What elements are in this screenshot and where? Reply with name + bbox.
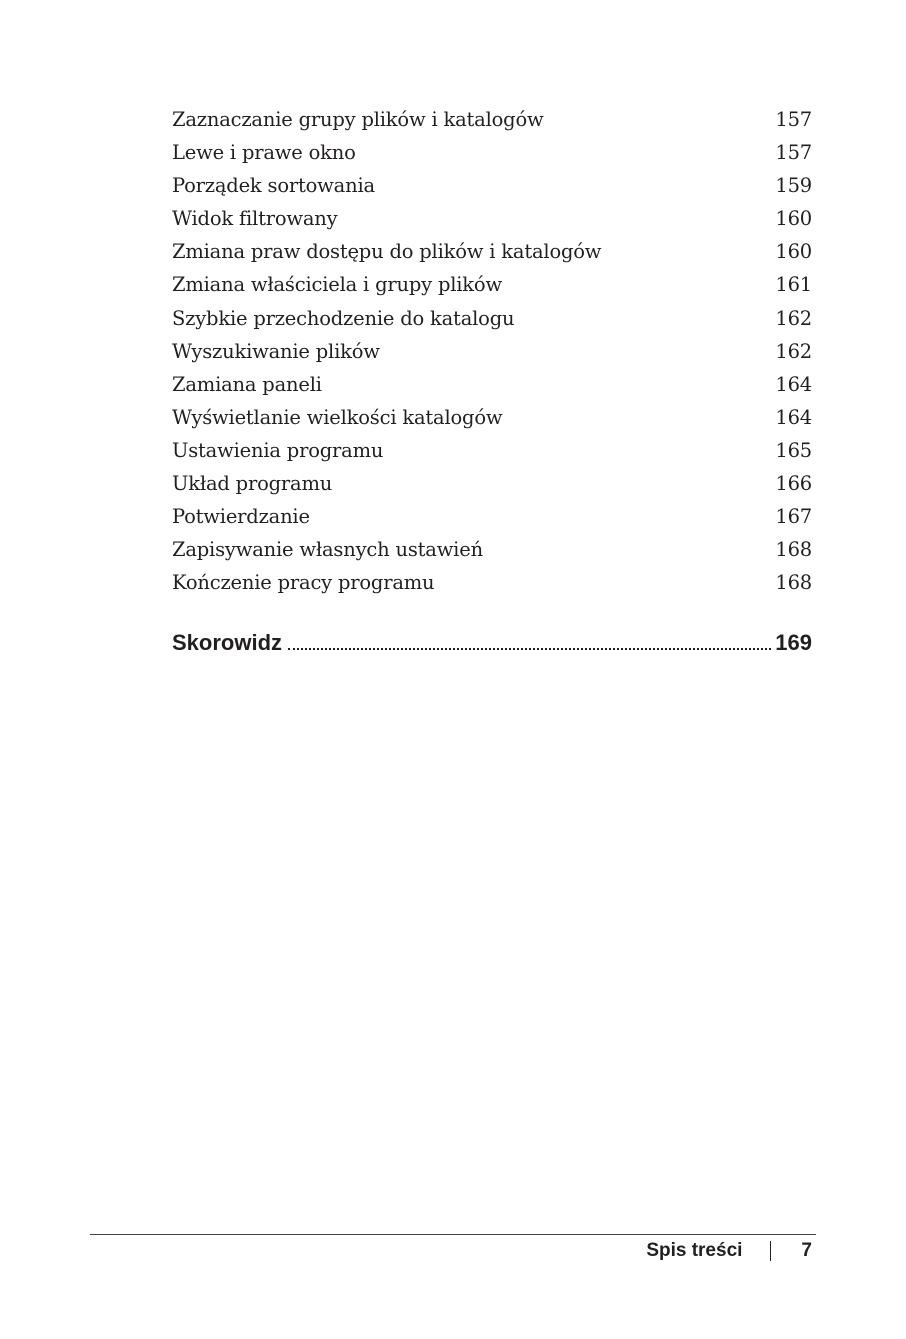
footer-divider: [90, 1234, 816, 1235]
toc-entry-page: 157: [775, 108, 812, 131]
toc-entry[interactable]: [172, 207, 812, 240]
toc-entry-title: Zapisywanie własnych ustawień: [172, 538, 483, 562]
toc-entry[interactable]: [172, 571, 812, 604]
toc-entry-page: 162: [775, 306, 812, 330]
toc-entry-page: 157: [775, 141, 812, 165]
toc-entry-title: Zaznaczanie grupy plików i katalogów: [172, 108, 544, 131]
toc-entry-page: 167: [775, 505, 812, 529]
toc-entry-title: Układ programu: [172, 472, 333, 496]
toc-entry-title: Widok filtrowany: [172, 207, 338, 231]
toc-entry-title: Wyszukiwanie plików: [172, 339, 380, 363]
toc-chapter-entry[interactable]: [172, 630, 812, 656]
toc-entry-title: Zmiana praw dostępu do plików i katalogów: [172, 240, 602, 264]
toc-entry-page: 160: [775, 207, 812, 231]
toc-entry-title: Lewe i prawe okno: [172, 141, 356, 165]
toc-entry[interactable]: [172, 240, 812, 273]
toc-entry[interactable]: [172, 373, 812, 406]
toc-entry-title: Wyświetlanie wielkości katalogów: [172, 405, 503, 429]
toc-entry-title: Ustawienia programu: [172, 438, 384, 462]
toc-entry-title: Zmiana właściciela i grupy plików: [172, 273, 502, 297]
toc-entry-page: 162: [775, 339, 812, 363]
toc-chapter-title: Skorowidz: [172, 630, 283, 655]
toc-entry-title: Szybkie przechodzenie do katalogu: [172, 306, 515, 330]
toc-entry-page: 164: [775, 372, 812, 396]
toc-entry[interactable]: [172, 174, 812, 207]
toc-entry[interactable]: [172, 340, 812, 373]
footer-separator: [770, 1241, 771, 1261]
toc-entry[interactable]: [172, 108, 812, 141]
toc-entry-page: 166: [775, 472, 812, 496]
toc-entry[interactable]: [172, 538, 812, 571]
toc-entry-page: 168: [775, 571, 812, 595]
toc-entry-title: Porządek sortowania: [172, 174, 375, 198]
toc-entry[interactable]: [172, 505, 812, 538]
toc-entry-page: 164: [775, 405, 812, 429]
toc-chapter-page: 169: [775, 630, 812, 655]
toc-entry-title: Zamiana paneli: [172, 372, 322, 396]
toc-entry-page: 160: [775, 240, 812, 264]
toc-entry-page: 165: [775, 438, 812, 462]
toc-entry-title: Potwierdzanie: [172, 505, 310, 529]
toc-entry-title: Kończenie pracy programu: [172, 571, 435, 595]
footer-section-title: Spis treści: [646, 1240, 743, 1261]
toc-entry-page: 168: [775, 538, 812, 562]
toc-entry[interactable]: [172, 439, 812, 472]
toc-entry-page: 159: [775, 174, 812, 198]
toc-entry[interactable]: [172, 307, 812, 340]
toc-list: [172, 108, 812, 604]
toc-entry[interactable]: [172, 273, 812, 306]
toc-entry[interactable]: [172, 141, 812, 174]
dot-leader: [288, 648, 771, 650]
toc-entry[interactable]: [172, 472, 812, 505]
toc-entry-page: 161: [775, 273, 812, 297]
toc-entry[interactable]: [172, 406, 812, 439]
page-footer: [646, 1240, 812, 1262]
footer-page-number: 7: [801, 1240, 812, 1261]
